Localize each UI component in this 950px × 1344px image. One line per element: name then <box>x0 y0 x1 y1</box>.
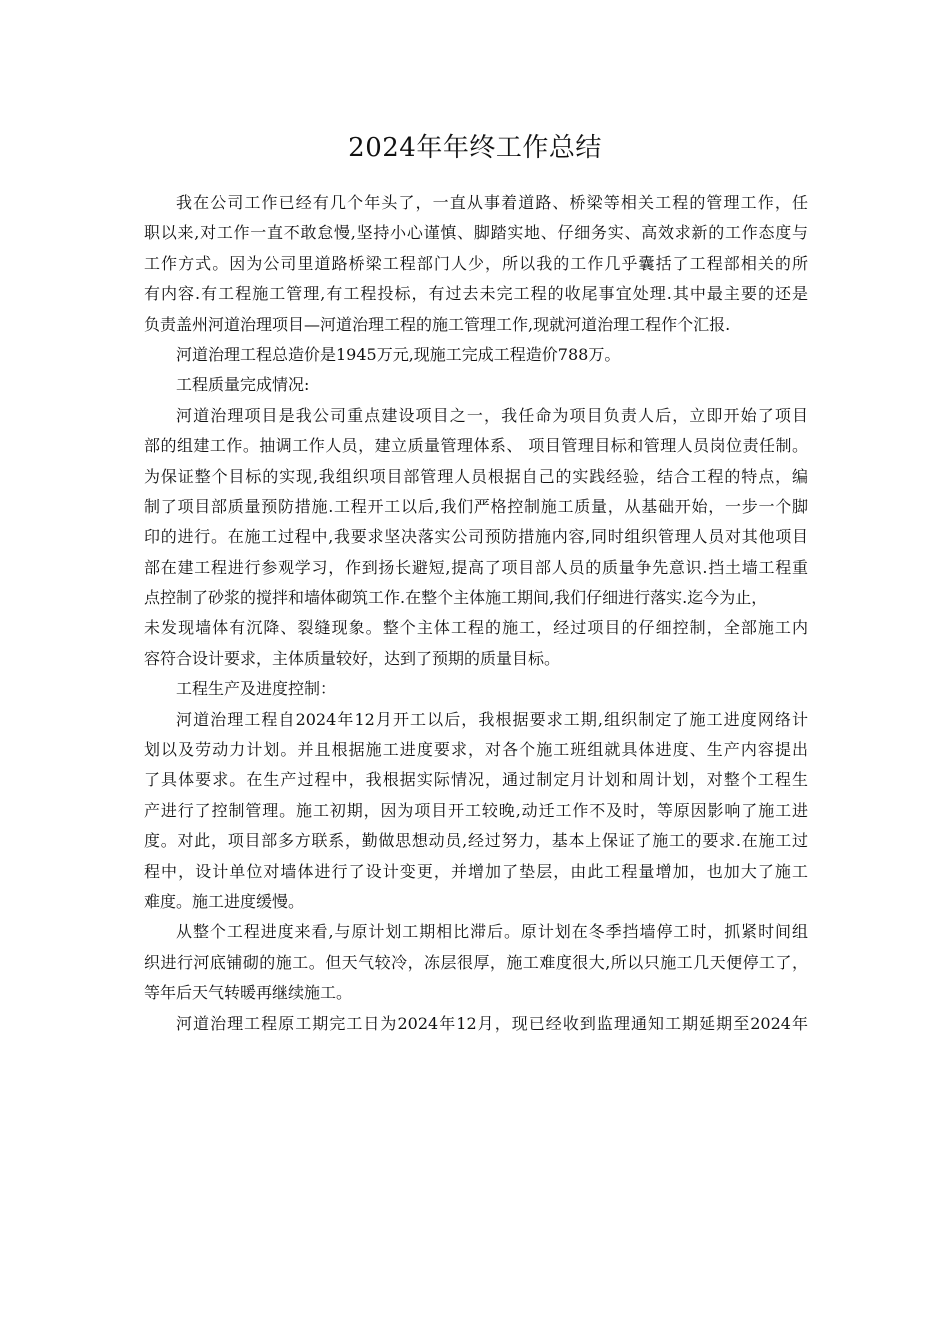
body-text-line: 工程质量完成情况: <box>176 375 310 395</box>
body-text-line: 印的进行。在施工过程中,我要求坚决落实公司预防措施内容,同时组织管理人员对其他项目 <box>144 527 808 547</box>
body-text-line: 从整个工程进度来看,与原计划工期相比滞后。原计划在冬季挡墙停工时，抓紧时间组 <box>176 922 808 942</box>
body-text-line: 有内容.有工程施工管理,有工程投标，有过去未完工程的收尾事宜处理.其中最主要的还是 <box>144 284 808 304</box>
body-text-line: 度。对此，项目部多方联系，勤做思想动员,经过努力，基本上保证了施工的要求.在施工过 <box>144 831 808 851</box>
body-text-line: 河道治理工程总造价是1945万元,现施工完成工程造价788万。 <box>176 344 621 364</box>
body-text-line: 划以及劳动力计划。并且根据施工进度要求，对各个施工班组就具体进度、生产内容提出 <box>144 740 808 760</box>
body-text-line: 织进行河底铺砌的施工。但天气较冷，冻层很厚，施工难度很大,所以只施工几天便停工了， <box>144 952 808 972</box>
body-text-line: 难度。施工进度缓慢。 <box>144 891 305 911</box>
body-text-line: 工作方式。因为公司里道路桥梁工程部门人少，所以我的工作几乎囊括了工程部相关的所 <box>144 253 808 273</box>
body-text-line: 工程生产及进度控制： <box>176 679 337 699</box>
body-text-line: 容符合设计要求，主体质量较好，达到了预期的质量目标。 <box>144 648 561 668</box>
body-text-line: 为保证整个目标的实现,我组织项目部管理人员根据自己的实践经验，结合工程的特点，编 <box>144 466 808 486</box>
body-text-line: 职以来,对工作一直不敢怠慢,坚持小心谨慎、脚踏实地、仔细务实、高效求新的工作态度与 <box>144 223 808 243</box>
body-text-line: 我在公司工作已经有几个年头了，一直从事着道路、桥梁等相关工程的管理工作，任 <box>176 193 808 212</box>
document-body <box>144 188 808 1039</box>
document-title: 2024年年终工作总结 <box>348 133 602 163</box>
body-text-line: 部在建工程进行参观学习，作到扬长避短,提高了项目部人员的质量争先意识.挡土墙工程重 <box>144 557 808 577</box>
body-text-line: 点控制了砂浆的搅拌和墙体砌筑工作.在整个主体施工期间,我们仔细进行落实.迄今为止， <box>144 588 768 608</box>
body-text-line: 了具体要求。在生产过程中，我根据实际情况，通过制定月计划和周计划，对整个工程生 <box>144 770 808 790</box>
body-text-line: 河道治理项目是我公司重点建设项目之一，我任命为项目负责人后，立即开始了项目 <box>176 405 808 425</box>
body-text-line: 等年后天气转暖再继续施工。 <box>144 983 353 1003</box>
body-text-line: 程中，设计单位对墙体进行了设计变更，并增加了垫层，由此工程量增加，也加大了施工 <box>144 861 808 881</box>
body-text-line: 制了项目部质量预防措施.工程开工以后,我们严格控制施工质量，从基础开始，一步一个脚 <box>144 496 808 516</box>
body-text-line: 未发现墙体有沉降、裂缝现象。整个主体工程的施工，经过项目的仔细控制，全部施工内 <box>144 618 808 638</box>
body-text-line: 负责盖州河道治理项目—河道治理工程的施工管理工作,现就河道治理工程作个汇报. <box>144 314 731 334</box>
body-text-line: 产进行了控制管理。施工初期，因为项目开工较晚,动迁工作不及时，等原因影响了施工进 <box>144 800 808 820</box>
body-text-line: 部的组建工作。抽调工作人员，建立质量管理体系、 项目管理目标和管理人员岗位责任制。 <box>144 436 808 456</box>
body-text-line: 河道治理工程自2024年12月开工以后，我根据要求工期,组织制定了施工进度网络计 <box>176 709 808 729</box>
body-text-line: 河道治理工程原工期完工日为2024年12月，现已经收到监理通知工期延期至2024年 <box>176 1013 808 1033</box>
